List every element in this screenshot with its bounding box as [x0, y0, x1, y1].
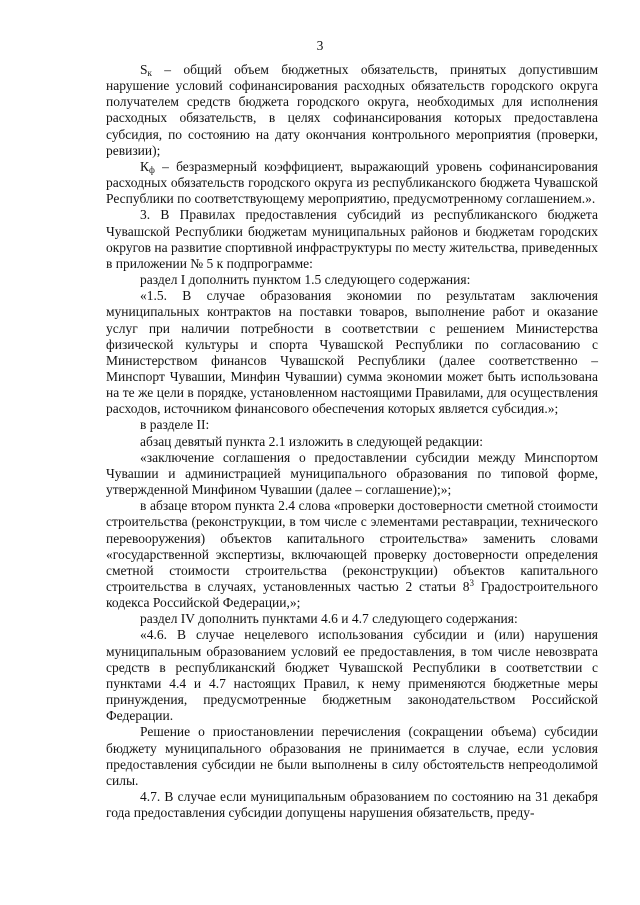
paragraph-item-3: 3. В Правилах предоставления субсидий из республиканского бюджета Чувашской Республики бюджетам муниципальных районов и бюджетам городских округов на развитие спортивной инфраструктуры по месту жительства, приведенных в приложении № 5 к подпрограмме: [106, 207, 598, 271]
paragraph-section-2: в разделе II: [140, 417, 210, 433]
paragraph-suspension-decision: Решение о приостановлении перечисления (сокращении объема) субсидии бюджету муниципального образования не принимается в случае, если условия предоставления субсидии не были выполнены в силу обстоятельств непреодолимой силы. [106, 724, 598, 788]
paragraph-agreement: «заключение соглашения о предоставлении субсидии между Минспортом Чувашии и администрацией муниципального образования по типовой форме, утвержденной Минфином Чувашии (далее – соглашение);»; [106, 449, 598, 498]
paragraph-point-2-1: абзац девятый пункта 2.1 изложить в следующей редакции: [140, 433, 483, 449]
paragraph-section-4: раздел IV дополнить пунктами 4.6 и 4.7 следующего содержания: [140, 611, 518, 627]
paragraph-point-2-4: в абзаце втором пункта 2.4 слова «проверки достоверности сметной стоимости строительства (реконструкции, в том числе с элементами реставрации, технического перевооружения) объектов капитального строительства» заменить словами «государственной экспертизы, включающей проверку достоверности определения сметной стоимости строительства (реконструкции) объектов капитального строительства в случаях, установленных частью 2 статьи $8^3$ Градостроительного кодекса Российской Федерации,»; [106, 498, 598, 611]
paragraph-point-1-5: «1.5. В случае образования экономии по результатам заключения муниципальных контрактов на поставки товаров, выполнение работ и оказание услуг при наличии потребности в соответствии с решением Министерства физической культуры и спорта Чувашской Республики по согласованию с Министерством финансов Чувашской Республики (далее соответственно – Минспорт Чувашии, Минфин Чувашии) сумма экономии может быть использована на те же цели в порядке, установленном настоящими Правилами, для осуществления расходов, источником финансового обеспечения которых является субсидия.»; [106, 288, 598, 417]
document-body [106, 62, 598, 821]
page-number: 3 [316, 38, 324, 53]
paragraph-kf-definition: $К_ф$ – безразмерный коэффициент, выражающий уровень софинансирования расходных обязательств городского округа из республиканского бюджета Чувашской Республики по соответствующему мероприятию, предусмотренному соглашением.». [106, 158, 598, 207]
paragraph-sk-definition: $S_к$ – общий объем бюджетных обязательств, принятых допустившим нарушение условий софинансирования расходных обязательств городского округа получателем средств бюджета городского округа, необходимых для исполнения расходных обязательств, в целях софинансирования которых предоставлена субсидия, по состоянию на дату окончания контрольного мероприятия (проверки, ревизии); [106, 62, 598, 158]
paragraph-point-4-6: «4.6. В случае нецелевого использования субсидии и (или) нарушения муниципальным образованием условий ее предоставления, в том числе невозврата средств в республиканский бюджет Чувашской Республики в соответствии с пунктами 4.4 и 4.7 настоящих Правил, к нему применяются бюджетные меры принуждения, предусмотренные бюджетным законодательством Российской Федерации. [106, 627, 598, 724]
paragraph-point-4-7: 4.7. В случае если муниципальным образованием по состоянию на 31 декабря года предоставления субсидии допущены нарушения обязательств, преду- [106, 789, 598, 821]
paragraph-section-1: раздел I дополнить пунктом 1.5 следующего содержания: [140, 272, 471, 288]
